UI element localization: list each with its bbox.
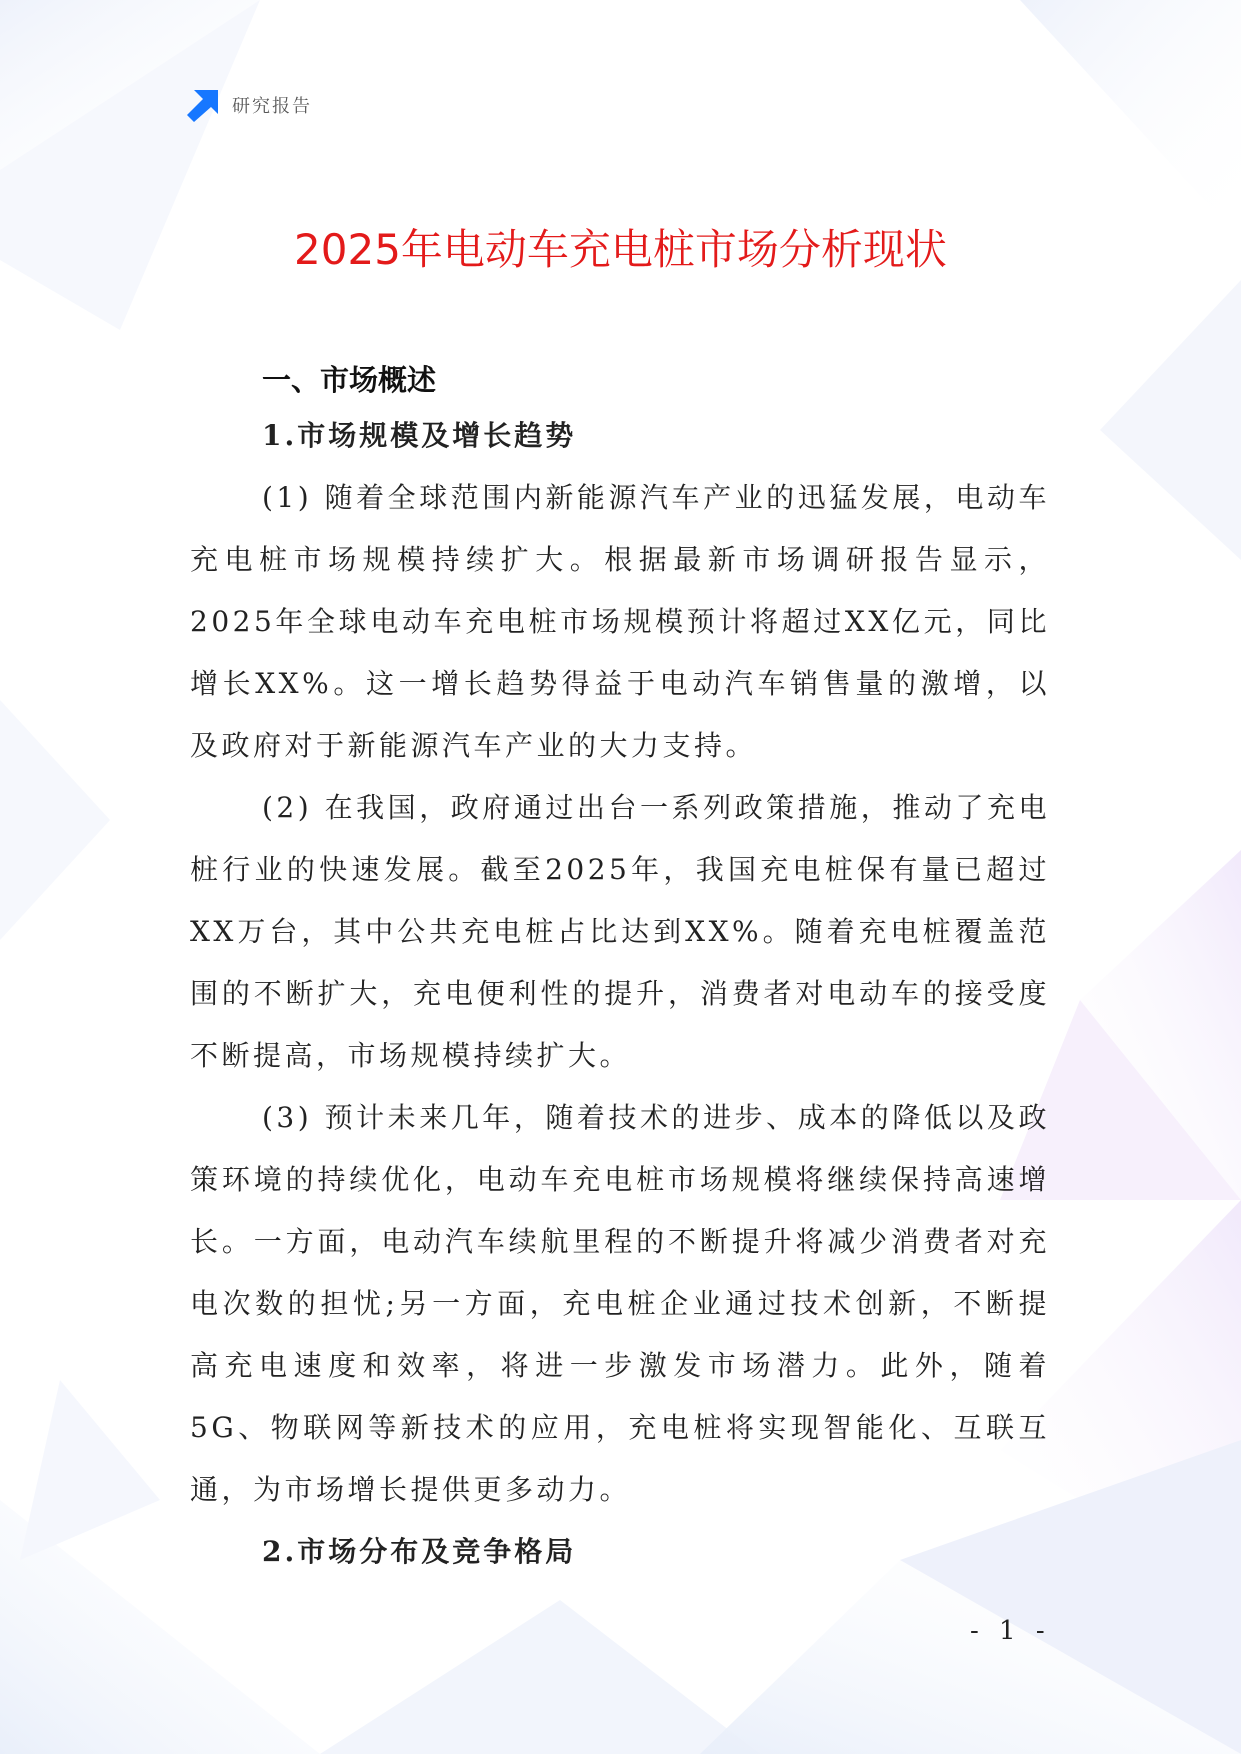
header-label: 研究报告 (232, 96, 312, 117)
report-header (186, 88, 312, 122)
paragraph-1: (1) 随着全球范围内新能源汽车产业的迅猛发展，电动车充电桩市场规模持续扩大。根据最新市场调研报告显示，2025年全球电动车充电桩市场规模预计将超过XX亿元，同比增长XX%。这一增长趋势得益于电动汽车销售量的激增，以及政府对于新能源汽车产业的大力支持。 (190, 481, 1050, 762)
arrow-up-right-icon (186, 88, 220, 122)
section-heading-overview: 一、市场概述 (262, 363, 437, 397)
subsection-heading-distribution: 2.市场分布及竞争格局 (262, 1535, 577, 1568)
paragraph-3: (3) 预计未来几年，随着技术的进步、成本的降低以及政策环境的持续优化，电动车充电桩市场规模将继续保持高速增长。一方面，电动汽车续航里程的不断提升将减少消费者对充电次数的担忧;另一方面，充电桩企业通过技术创新，不断提高充电速度和效率，将进一步激发市场潜力。此外，随着5G、物联网等新技术的应用，充电桩将实现智能化、互联互通，为市场增长提供更多动力。 (190, 1101, 1050, 1506)
document-body (190, 355, 1050, 1583)
page-number: - 1 - (970, 1616, 1051, 1646)
paragraph-2: (2) 在我国，政府通过出台一系列政策措施，推动了充电桩行业的快速发展。截至2025年，我国充电桩保有量已超过XX万台，其中公共充电桩占比达到XX%。随着充电桩覆盖范围的不断扩大，充电便利性的提升，消费者对电动车的接受度不断提高，市场规模持续扩大。 (190, 791, 1050, 1072)
document-title: 2025年电动车充电桩市场分析现状 (294, 225, 947, 274)
subsection-heading-market-size: 1.市场规模及增长趋势 (262, 419, 577, 452)
